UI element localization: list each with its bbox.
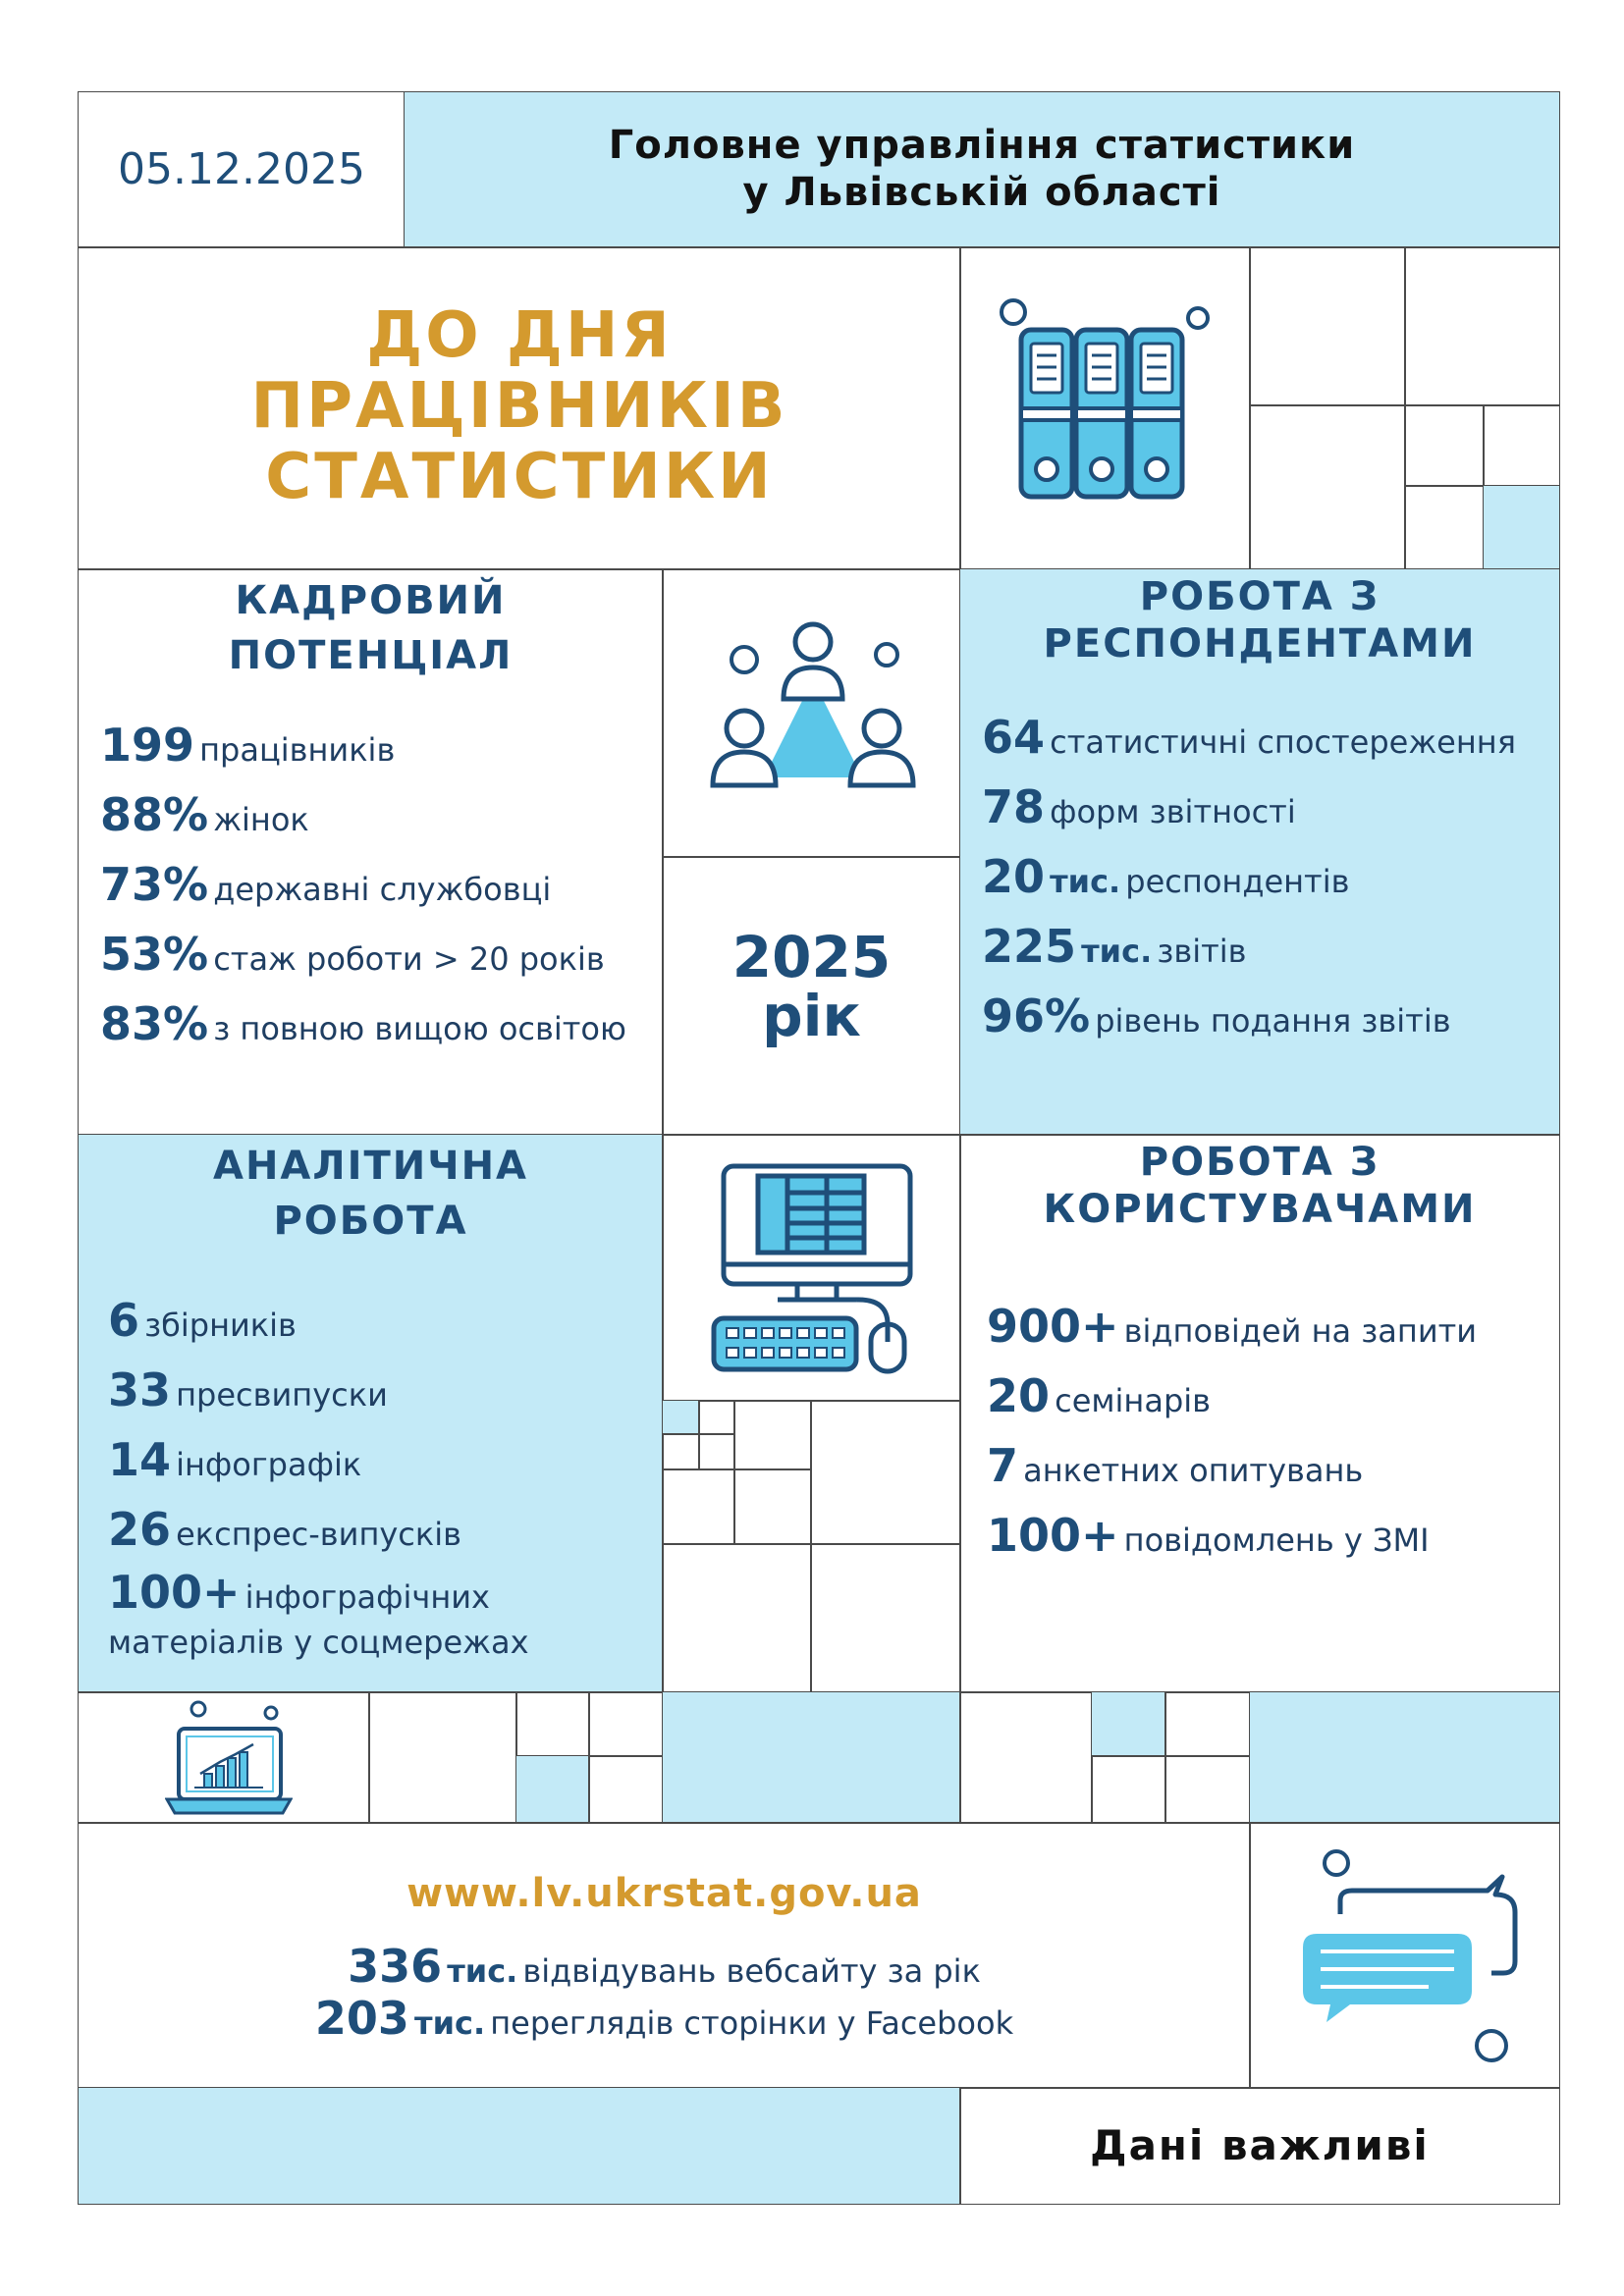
respondents-title-line-2: РЕСПОНДЕНТАМИ [1043, 621, 1477, 667]
stat-number: 26 [108, 1503, 172, 1556]
stat-number: 73% [100, 858, 209, 911]
stat-number: 100+ [987, 1509, 1119, 1562]
staff-stat [100, 788, 309, 841]
respondents-stat [982, 711, 1516, 764]
staff-stat [100, 719, 395, 772]
staff-stat [100, 858, 551, 911]
grid-box [733, 1400, 812, 1470]
users-stat [987, 1439, 1363, 1492]
stat-label: працівників [199, 731, 396, 769]
stat-unit: тис. [447, 1952, 518, 1990]
stat-label: експрес-випусків [176, 1516, 461, 1553]
users-stat [987, 1300, 1477, 1353]
stat-label-continued: матеріалів у соцмережах [108, 1624, 529, 1661]
grid-box [662, 1468, 735, 1545]
header-date: 05.12.2025 [118, 144, 365, 194]
users-title [959, 1139, 1560, 1233]
staff-title-line-2: ПОТЕНЦІАЛ [228, 633, 514, 678]
respondents-stat [982, 989, 1451, 1042]
computer-icon [709, 1161, 925, 1377]
grid-box [662, 1400, 700, 1435]
respondents-title [959, 573, 1560, 667]
analytics-stat [108, 1294, 297, 1347]
analytics-stat [108, 1433, 361, 1486]
stat-number: 6 [108, 1294, 140, 1347]
grid-box [810, 1400, 961, 1545]
grid-box [662, 1691, 961, 1824]
stat-number: 7 [987, 1439, 1019, 1492]
staff-stat [100, 997, 626, 1050]
staff-title-line-1: КАДРОВИЙ [235, 578, 507, 623]
respondents-stat [982, 850, 1349, 903]
grid-box [1404, 404, 1485, 487]
stat-number: 225 [982, 920, 1077, 973]
analytics-stat [108, 1503, 461, 1556]
stat-label: семінарів [1055, 1382, 1212, 1419]
grid-box [368, 1691, 517, 1824]
analytics-stat [108, 1363, 388, 1416]
grid-box [1483, 485, 1560, 570]
org-line-2: у Львівській області [742, 170, 1221, 215]
stat-number: 20 [982, 850, 1046, 903]
users-stat [987, 1369, 1211, 1422]
stat-label: жінок [213, 801, 309, 838]
staff-title [78, 573, 664, 683]
stat-number: 96% [982, 989, 1091, 1042]
grid-box [588, 1691, 664, 1757]
stat-label: з повною вищою освітою [213, 1010, 626, 1047]
stat-label: пресвипуски [176, 1376, 388, 1414]
respondents-stat [982, 920, 1246, 973]
grid-box [1249, 1691, 1560, 1824]
stat-label: повідомлень у ЗМІ [1123, 1522, 1430, 1559]
stat-number: 53% [100, 928, 209, 981]
binders-icon [992, 293, 1218, 508]
users-stat [987, 1509, 1430, 1562]
grid-box [662, 1543, 812, 1693]
web-visits-stat [78, 1940, 1251, 1993]
web-views-stat [78, 1992, 1251, 2045]
hero-title [78, 300, 961, 512]
stat-unit: тис. [1050, 863, 1121, 900]
stat-label: форм звітності [1050, 793, 1296, 830]
users-title-line-1: РОБОТА З [1139, 1140, 1380, 1185]
website-url[interactable]: www.lv.ukrstat.gov.ua [406, 1871, 922, 1916]
grid-box [1249, 246, 1406, 406]
analytics-title-line-2: РОБОТА [273, 1199, 468, 1244]
grid-box [1091, 1691, 1166, 1757]
hero-line-2: ПРАЦІВНИКІВ [250, 370, 788, 443]
stat-number: 20 [987, 1369, 1051, 1422]
stat-label: державні службовці [213, 871, 552, 908]
grid-box [1249, 404, 1406, 570]
grid-box [1164, 1691, 1251, 1757]
footer-band [78, 2087, 961, 2205]
stat-label: інфографічних [244, 1578, 490, 1616]
hero-line-1: ДО ДНЯ [366, 299, 673, 372]
stat-number: 83% [100, 997, 209, 1050]
year-block [662, 924, 961, 1049]
chat-icon [1281, 1843, 1537, 2069]
analytics-stat [108, 1566, 529, 1662]
grid-box [515, 1691, 590, 1757]
grid-box [515, 1755, 590, 1824]
year-value: 2025 [731, 924, 892, 990]
stat-number: 78 [982, 780, 1046, 833]
stat-label: відповідей на запити [1123, 1312, 1478, 1350]
org-line-1: Головне управління статистики [608, 123, 1356, 168]
stat-number: 33 [108, 1363, 172, 1416]
stat-label: анкетних опитувань [1023, 1452, 1364, 1489]
year-label: рік [762, 983, 861, 1049]
org-name [404, 122, 1560, 216]
grid-box [698, 1400, 735, 1435]
grid-box [1091, 1755, 1166, 1824]
grid-box [1404, 485, 1485, 570]
stat-label: респондентів [1125, 863, 1350, 900]
respondents-stat [982, 780, 1296, 833]
stat-label: статистичні спостереження [1050, 723, 1516, 761]
grid-box [588, 1755, 664, 1824]
stat-number: 900+ [987, 1300, 1119, 1353]
users-title-line-2: КОРИСТУВАЧАМИ [1043, 1187, 1477, 1232]
stat-label: звітів [1157, 933, 1247, 970]
grid-box [662, 1433, 700, 1470]
stat-number: 336 [348, 1940, 443, 1993]
staff-stat [100, 928, 605, 981]
analytics-title [78, 1139, 664, 1249]
stat-number: 199 [100, 719, 195, 772]
stat-label: рівень подання звітів [1095, 1002, 1451, 1040]
grid-box [1404, 246, 1560, 406]
stat-number: 14 [108, 1433, 172, 1486]
grid-box [698, 1433, 735, 1470]
stat-label: відвідувань вебсайту за рік [522, 1952, 981, 1990]
respondents-title-line-1: РОБОТА З [1139, 574, 1380, 619]
footer-slogan: Дані важливі [1090, 2121, 1430, 2169]
grid-box [959, 1691, 1093, 1824]
stat-label: переглядів сторінки у Facebook [490, 2004, 1014, 2042]
stat-number: 203 [314, 1992, 409, 2045]
grid-box [733, 1468, 812, 1545]
stat-label: інфографік [176, 1446, 362, 1483]
analytics-title-line-1: АНАЛІТИЧНА [212, 1144, 528, 1189]
chart-laptop-icon [165, 1699, 293, 1817]
hero-line-3: СТАТИСТИКИ [265, 441, 774, 513]
team-icon [705, 620, 921, 797]
stat-unit: тис. [414, 2004, 486, 2042]
stat-label: збірників [144, 1307, 297, 1344]
stat-number: 64 [982, 711, 1046, 764]
stat-number: 100+ [108, 1566, 241, 1619]
stat-unit: тис. [1081, 933, 1153, 970]
stat-number: 88% [100, 788, 209, 841]
stat-label: стаж роботи > 20 років [213, 940, 605, 978]
grid-box [1164, 1755, 1251, 1824]
grid-box [810, 1543, 961, 1693]
grid-box [1483, 404, 1560, 487]
